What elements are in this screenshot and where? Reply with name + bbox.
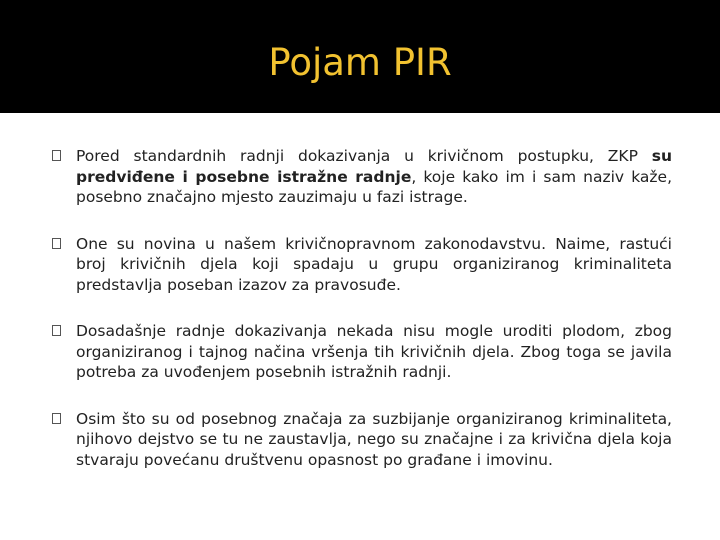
bullet-item [52,234,672,296]
title-bar [0,0,720,113]
bullet-item [52,146,672,208]
bullet-text: Osim što su od posebnog značaja za suzbijanje organiziranog kriminaliteta, njihovo dejstvo se tu ne zaustavlja, nego su značajne i za krivična djela koja stvaraju povećanu društvenu opasnost po građane i imovinu. [76,409,672,469]
bullet-text: One su novina u našem krivičnopravnom zakonodavstvu. Naime, rastući broj krivičnih djela koji spadaju u grupu organiziranog kriminaliteta predstavlja poseban izazov za pravosuđe. [76,234,672,294]
bullet-square-icon [52,238,61,249]
bullet-text: Dosadašnje radnje dokazivanja nekada nisu mogle uroditi plodom, zbog organiziranog i tajnog načina vršenja tih krivičnih djela. Zbog toga se javila potreba za uvođenjem posebnih istražnih radnji. [76,322,672,381]
bullet-text: Pored standardnih radnji dokazivanja u krivičnom postupku, ZKP [76,147,652,165]
bullet-list [52,146,672,496]
bullet-text-bold: su predviđene i posebne istražne radnje [76,147,672,186]
bullet-square-icon [52,413,61,424]
bullet-item [52,409,672,471]
bullet-square-icon [52,150,61,161]
bullet-square-icon [52,325,61,336]
slide-title: Pojam PIR [268,41,452,84]
bullet-text: , koje kako im i sam naziv kaže, posebno značajno mjesto zauzimaju u fazi istrage. [76,167,672,206]
bullet-item [52,321,672,383]
